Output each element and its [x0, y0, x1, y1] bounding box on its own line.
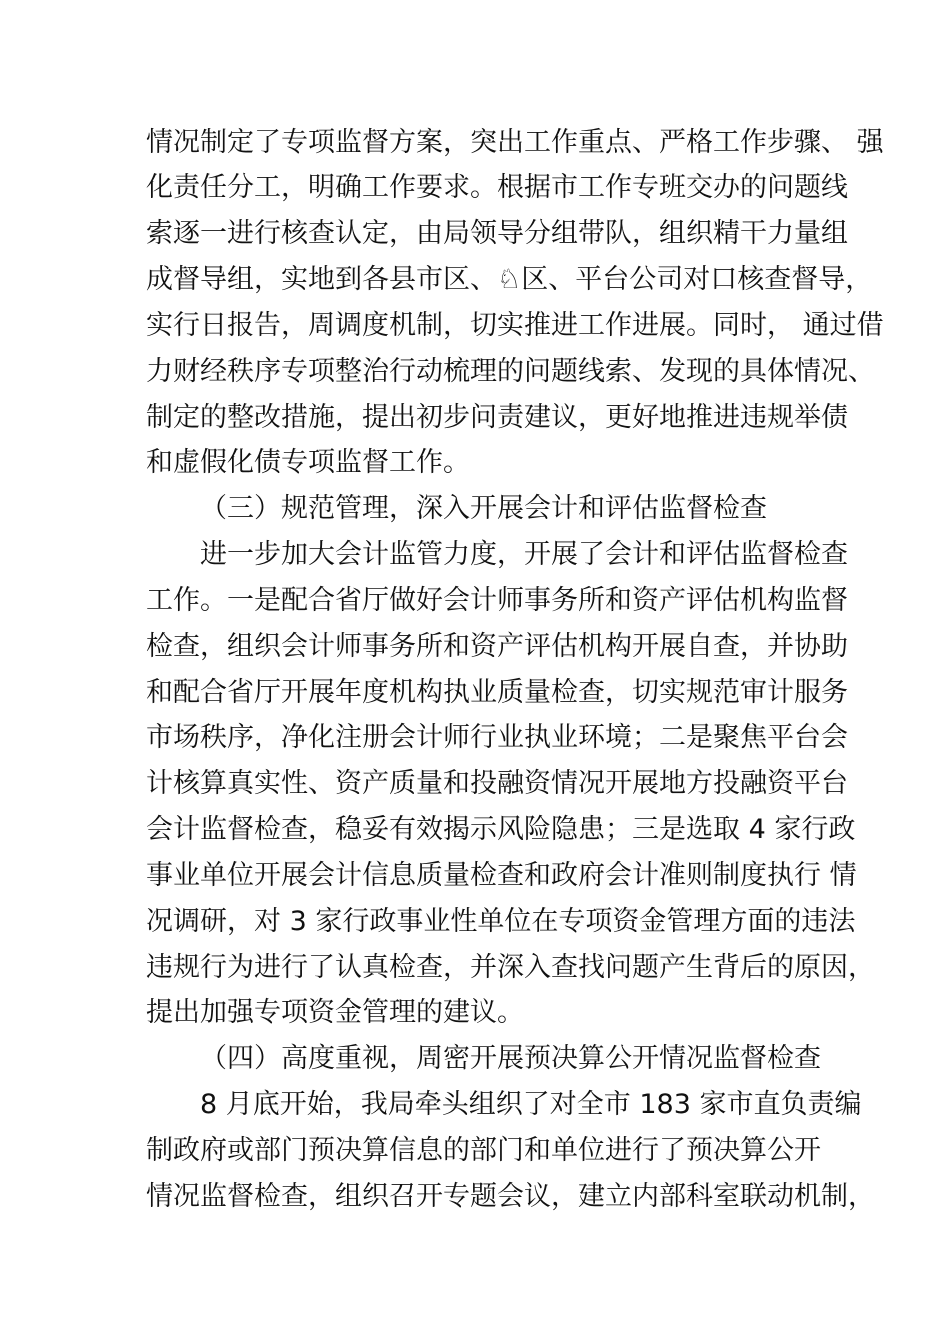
text-line: 进一步加大会计监管力度，开展了会计和评估监督检查 — [200, 539, 848, 570]
text-line: 市场秩序，净化注册会计师行业执业环境；二是聚焦平台会 — [146, 722, 848, 753]
text-line: 况调研，对 3 家行政事业性单位在专项资金管理方面的违法 — [146, 906, 856, 937]
text-line: 检查，组织会计师事务所和资产评估机构开展自查，并协助 — [146, 631, 848, 662]
text-line: 计核算真实性、资产质量和投融资情况开展地方投融资平台 — [146, 768, 848, 799]
section-heading: （四）高度重视，周密开展预决算公开情况监督检查 — [200, 1043, 821, 1074]
text-line: 提出加强专项资金管理的建议。 — [146, 997, 524, 1028]
text-line: 索逐一进行核查认定，由局领导分组带队，组织精干力量组 — [146, 218, 848, 249]
text-line: 会计监督检查，稳妥有效揭示风险隐患；三是选取 4 家行政 — [146, 814, 856, 845]
text-line: 和虚假化债专项监督工作。 — [146, 447, 470, 478]
text-line: 8 月底开始，我局牵头组织了对全市 183 家市直负责编 — [200, 1089, 862, 1120]
text-line: 化责任分工，明确工作要求。根据市工作专班交办的问题线 — [146, 172, 848, 203]
text-line: 工作。一是配合省厅做好会计师事务所和资产评估机构监督 — [146, 585, 848, 616]
text-line: 成督导组，实地到各县市区、♘区、平台公司对口核查督导， — [146, 264, 873, 295]
text-line: 实行日报告，周调度机制，切实推进工作进展。同时， 通过借 — [146, 310, 884, 341]
text-line: 和配合省厅开展年度机构执业质量检查，切实规范审计服务 — [146, 677, 848, 708]
text-line: 违规行为进行了认真检查，并深入查找问题产生背后的原因， — [146, 952, 875, 983]
text-line: 力财经秩序专项整治行动梳理的问题线索、发现的具体情况、 — [146, 356, 875, 387]
text-line: 情况监督检查，组织召开专题会议，建立内部科室联动机制， — [146, 1181, 875, 1212]
text-line: 情况制定了专项监督方案，突出工作重点、严格工作步骤、 强 — [146, 127, 884, 158]
text-line: 事业单位开展会计信息质量检查和政府会计准则制度执行 情 — [146, 860, 857, 891]
text-line: 制定的整改措施，提出初步问责建议，更好地推进违规举债 — [146, 402, 848, 433]
text-line: 制政府或部门预决算信息的部门和单位进行了预决算公开 — [146, 1135, 821, 1166]
section-heading: （三）规范管理，深入开展会计和评估监督检查 — [200, 493, 767, 524]
